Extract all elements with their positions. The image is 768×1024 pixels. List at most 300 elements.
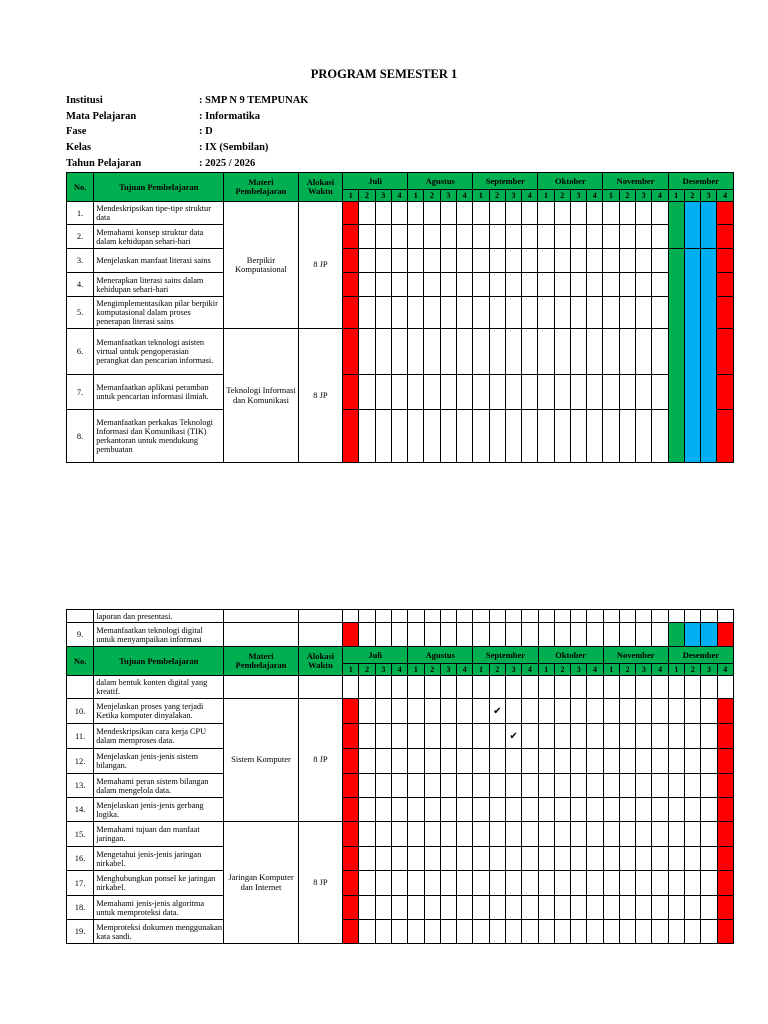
row-number: 19. bbox=[67, 920, 94, 944]
week-cell bbox=[619, 749, 635, 774]
header-week: 4 bbox=[717, 664, 733, 676]
week-cell bbox=[652, 410, 668, 463]
week-cell bbox=[457, 676, 473, 699]
week-cell bbox=[489, 774, 505, 798]
week-cell bbox=[685, 847, 701, 871]
week-cell bbox=[603, 847, 619, 871]
row-number: 6. bbox=[67, 329, 94, 375]
week-cell bbox=[587, 847, 603, 871]
week-cell bbox=[652, 273, 668, 297]
week-cell bbox=[652, 676, 668, 699]
week-cell bbox=[391, 202, 407, 225]
header-month: Agustus bbox=[408, 647, 473, 664]
week-cell bbox=[587, 749, 603, 774]
week-cell bbox=[424, 822, 440, 847]
week-cell bbox=[522, 920, 538, 944]
week-cell bbox=[343, 749, 359, 774]
header-week: 1 bbox=[538, 190, 554, 202]
header-week: 3 bbox=[375, 664, 391, 676]
week-cell bbox=[375, 610, 391, 623]
alokasi-cell: 8 JP bbox=[298, 202, 342, 329]
week-cell bbox=[408, 847, 424, 871]
alokasi-cell bbox=[298, 623, 342, 647]
week-cell bbox=[522, 297, 538, 329]
header-week: 4 bbox=[457, 664, 473, 676]
week-cell bbox=[717, 749, 733, 774]
materi-cell: Berpikir Komputasional bbox=[224, 202, 299, 329]
week-cell bbox=[391, 896, 407, 920]
week-cell bbox=[554, 822, 570, 847]
week-cell bbox=[668, 623, 684, 647]
info-row-mapel bbox=[66, 109, 308, 125]
week-cell bbox=[424, 623, 440, 647]
week-cell bbox=[717, 676, 733, 699]
week-cell bbox=[571, 676, 587, 699]
week-cell bbox=[570, 225, 586, 249]
week-cell bbox=[652, 822, 668, 847]
week-cell bbox=[668, 699, 684, 724]
week-cell bbox=[359, 297, 375, 329]
alokasi-cell: 8 JP bbox=[298, 822, 342, 944]
week-cell bbox=[375, 329, 391, 375]
row-number bbox=[67, 610, 94, 623]
week-cell bbox=[522, 699, 538, 724]
week-cell bbox=[456, 375, 472, 410]
week-cell bbox=[456, 202, 472, 225]
week-cell bbox=[668, 249, 684, 463]
tujuan-text: Mengetahui jenis-jenis jaringan nirkabel. bbox=[94, 847, 224, 871]
week-cell bbox=[587, 699, 603, 724]
week-cell bbox=[701, 920, 717, 944]
week-cell bbox=[505, 329, 521, 375]
header-month: Oktober bbox=[538, 647, 603, 664]
week-cell bbox=[456, 225, 472, 249]
week-cell bbox=[489, 375, 505, 410]
week-cell bbox=[473, 724, 489, 749]
week-cell bbox=[424, 297, 440, 329]
week-cell bbox=[685, 774, 701, 798]
week-cell bbox=[440, 871, 456, 896]
week-cell bbox=[571, 610, 587, 623]
week-cell bbox=[375, 699, 391, 724]
week-cell bbox=[603, 724, 619, 749]
week-cell bbox=[636, 920, 652, 944]
row-number: 15. bbox=[67, 822, 94, 847]
week-cell bbox=[408, 225, 424, 249]
week-cell bbox=[440, 896, 456, 920]
week-cell bbox=[473, 847, 489, 871]
tujuan-text: Mengimplementasikan pilar berpikir komputasional dalam proses penerapan literasi sains bbox=[94, 297, 224, 329]
week-cell bbox=[717, 724, 733, 749]
header-week: 4 bbox=[391, 190, 407, 202]
header-week: 3 bbox=[571, 664, 587, 676]
tujuan-text: Menerapkan literasi sains dalam kehidupan sehari-hari bbox=[94, 273, 224, 297]
week-cell bbox=[587, 329, 603, 375]
week-cell bbox=[554, 329, 570, 375]
header-week: 3 bbox=[440, 664, 456, 676]
week-cell bbox=[408, 297, 424, 329]
week-cell bbox=[571, 724, 587, 749]
week-cell bbox=[505, 297, 521, 329]
week-cell bbox=[424, 896, 440, 920]
tujuan-text: Menjelaskan proses yang terjadi Ketika komputer dinyalakan. bbox=[94, 699, 224, 724]
week-cell bbox=[587, 798, 603, 822]
week-cell bbox=[701, 676, 717, 699]
tujuan-text: Mendeskripsikan tipe-tipe struktur data bbox=[94, 202, 224, 225]
week-cell bbox=[587, 202, 603, 225]
header-week: 3 bbox=[375, 190, 391, 202]
header-week: 2 bbox=[619, 190, 635, 202]
week-cell bbox=[522, 749, 538, 774]
week-cell bbox=[538, 822, 554, 847]
week-cell bbox=[375, 920, 391, 944]
header-week: 2 bbox=[554, 190, 570, 202]
week-cell bbox=[554, 749, 570, 774]
week-cell bbox=[343, 225, 359, 249]
week-cell bbox=[570, 329, 586, 375]
week-cell bbox=[668, 822, 684, 847]
week-cell bbox=[652, 847, 668, 871]
week-cell bbox=[408, 774, 424, 798]
week-cell bbox=[701, 896, 717, 920]
week-cell bbox=[603, 749, 619, 774]
week-cell bbox=[375, 297, 391, 329]
week-cell bbox=[424, 273, 440, 297]
week-cell bbox=[701, 623, 717, 647]
tujuan-text: Menjelaskan manfaat literasi sains bbox=[94, 249, 224, 273]
row-number: 4. bbox=[67, 273, 94, 297]
week-cell bbox=[408, 249, 424, 273]
week-cell bbox=[635, 202, 651, 225]
week-cell bbox=[668, 202, 684, 249]
materi-cell: Jaringan Komputer dan Internet bbox=[224, 822, 299, 944]
header-week: 3 bbox=[635, 190, 651, 202]
header-week: 3 bbox=[505, 664, 521, 676]
week-cell bbox=[619, 623, 635, 647]
week-cell bbox=[473, 676, 489, 699]
week-cell bbox=[505, 699, 521, 724]
week-cell bbox=[473, 896, 489, 920]
week-cell bbox=[473, 774, 489, 798]
week-cell bbox=[587, 375, 603, 410]
week-cell bbox=[343, 699, 359, 724]
week-cell bbox=[391, 676, 407, 699]
week-cell bbox=[668, 920, 684, 944]
week-cell bbox=[343, 410, 359, 463]
week-cell bbox=[701, 610, 717, 623]
week-cell bbox=[717, 699, 733, 724]
header-week: 1 bbox=[408, 664, 424, 676]
week-cell bbox=[652, 202, 668, 225]
week-cell bbox=[668, 610, 684, 623]
week-cell bbox=[668, 798, 684, 822]
week-cell bbox=[635, 375, 651, 410]
week-cell bbox=[473, 920, 489, 944]
week-cell bbox=[538, 920, 554, 944]
week-cell bbox=[603, 798, 619, 822]
tujuan-text: Mendeskripsikan cara kerja CPU dalam memproses data. bbox=[94, 724, 224, 749]
week-cell bbox=[375, 225, 391, 249]
week-cell bbox=[375, 822, 391, 847]
week-cell bbox=[522, 375, 538, 410]
header-week: 4 bbox=[652, 664, 668, 676]
week-cell bbox=[457, 847, 473, 871]
week-cell bbox=[717, 329, 734, 375]
week-cell bbox=[554, 375, 570, 410]
week-cell bbox=[343, 623, 359, 647]
week-cell bbox=[391, 822, 407, 847]
week-cell bbox=[538, 329, 554, 375]
week-cell bbox=[473, 375, 489, 410]
week-cell bbox=[538, 699, 554, 724]
week-cell bbox=[652, 774, 668, 798]
week-cell bbox=[456, 249, 472, 273]
week-cell bbox=[473, 225, 489, 249]
week-cell bbox=[359, 225, 375, 249]
week-cell bbox=[619, 920, 635, 944]
week-cell bbox=[571, 798, 587, 822]
week-cell bbox=[343, 847, 359, 871]
week-cell bbox=[636, 871, 652, 896]
week-cell bbox=[619, 724, 635, 749]
week-cell bbox=[375, 623, 391, 647]
week-cell bbox=[473, 273, 489, 297]
week-cell bbox=[603, 623, 619, 647]
week-cell bbox=[440, 610, 456, 623]
header-week: 4 bbox=[652, 190, 668, 202]
week-cell bbox=[522, 610, 538, 623]
week-cell bbox=[636, 798, 652, 822]
header-week: 2 bbox=[424, 190, 440, 202]
week-cell bbox=[603, 610, 619, 623]
week-cell bbox=[522, 798, 538, 822]
week-cell bbox=[391, 774, 407, 798]
week-cell bbox=[619, 610, 635, 623]
week-cell bbox=[587, 774, 603, 798]
header-week: 1 bbox=[668, 190, 684, 202]
week-cell bbox=[652, 699, 668, 724]
week-cell bbox=[636, 749, 652, 774]
week-cell bbox=[717, 871, 733, 896]
week-cell bbox=[538, 724, 554, 749]
row-number: 9. bbox=[67, 623, 94, 647]
week-cell bbox=[440, 273, 456, 297]
week-cell bbox=[522, 202, 538, 225]
week-cell bbox=[587, 623, 603, 647]
materi-cell: Teknologi Informasi dan Komunikasi bbox=[224, 329, 299, 463]
tujuan-text: Memahami konsep struktur data dalam kehidupan sehari-hari bbox=[94, 225, 224, 249]
header-month: Oktober bbox=[538, 173, 603, 190]
week-cell bbox=[359, 202, 375, 225]
info-row-kelas bbox=[66, 140, 308, 156]
week-cell bbox=[619, 249, 635, 273]
week-cell bbox=[522, 329, 538, 375]
week-cell bbox=[538, 676, 554, 699]
week-cell bbox=[343, 896, 359, 920]
week-cell bbox=[375, 774, 391, 798]
header-materi: Materi Pembelajaran bbox=[224, 173, 299, 202]
row-number: 16. bbox=[67, 847, 94, 871]
week-cell bbox=[440, 249, 456, 273]
week-cell bbox=[538, 202, 554, 225]
week-cell bbox=[685, 610, 701, 623]
week-cell bbox=[652, 623, 668, 647]
week-cell bbox=[408, 724, 424, 749]
week-cell bbox=[440, 847, 456, 871]
info-value: : 2025 / 2026 bbox=[199, 157, 256, 169]
week-cell bbox=[685, 749, 701, 774]
week-cell bbox=[457, 896, 473, 920]
week-cell bbox=[636, 699, 652, 724]
week-cell bbox=[424, 798, 440, 822]
week-cell bbox=[457, 871, 473, 896]
week-cell bbox=[652, 798, 668, 822]
header-week: 4 bbox=[456, 190, 472, 202]
week-cell bbox=[587, 896, 603, 920]
info-label: Fase bbox=[66, 126, 87, 138]
week-cell bbox=[652, 297, 668, 329]
week-cell bbox=[440, 676, 456, 699]
week-cell bbox=[701, 847, 717, 871]
week-cell bbox=[538, 410, 554, 463]
week-cell bbox=[522, 896, 538, 920]
week-cell bbox=[343, 297, 359, 329]
header-week: 1 bbox=[343, 190, 359, 202]
week-cell bbox=[522, 724, 538, 749]
week-cell bbox=[391, 610, 407, 623]
week-cell bbox=[554, 774, 570, 798]
week-cell bbox=[408, 896, 424, 920]
week-cell bbox=[619, 273, 635, 297]
week-cell bbox=[408, 273, 424, 297]
week-cell bbox=[603, 273, 619, 297]
header-month: September bbox=[473, 173, 538, 190]
week-cell bbox=[685, 798, 701, 822]
header-materi: Materi Pembelajaran bbox=[224, 647, 299, 676]
week-cell bbox=[424, 699, 440, 724]
week-cell bbox=[619, 798, 635, 822]
week-cell bbox=[408, 623, 424, 647]
tujuan-text: Memanfaatkan teknologi asisten virtual untuk pengoperasian perangkat dan pencarian informasi. bbox=[94, 329, 224, 375]
header-week: 1 bbox=[668, 664, 684, 676]
week-cell bbox=[668, 871, 684, 896]
header-alokasi: Alokasi Waktu bbox=[298, 647, 342, 676]
week-cell bbox=[359, 847, 375, 871]
week-cell bbox=[505, 610, 521, 623]
week-cell bbox=[505, 225, 521, 249]
week-cell bbox=[587, 822, 603, 847]
header-no: No. bbox=[67, 647, 94, 676]
week-cell bbox=[391, 623, 407, 647]
week-cell bbox=[619, 410, 635, 463]
week-cell bbox=[489, 822, 505, 847]
week-cell bbox=[538, 610, 554, 623]
week-cell bbox=[408, 822, 424, 847]
week-cell bbox=[717, 375, 734, 410]
week-cell bbox=[619, 202, 635, 225]
week-cell bbox=[554, 225, 570, 249]
week-cell bbox=[375, 249, 391, 273]
week-cell bbox=[522, 847, 538, 871]
week-cell bbox=[359, 749, 375, 774]
week-cell bbox=[636, 822, 652, 847]
week-cell bbox=[685, 724, 701, 749]
week-cell bbox=[440, 774, 456, 798]
week-cell bbox=[505, 798, 521, 822]
header-month: November bbox=[603, 173, 668, 190]
week-cell bbox=[538, 273, 554, 297]
week-cell bbox=[554, 847, 570, 871]
info-label: Institusi bbox=[66, 95, 103, 106]
week-cell bbox=[685, 896, 701, 920]
week-cell bbox=[636, 847, 652, 871]
week-cell bbox=[343, 871, 359, 896]
week-cell bbox=[375, 202, 391, 225]
week-cell bbox=[522, 822, 538, 847]
week-cell bbox=[717, 610, 733, 623]
row-number: 2. bbox=[67, 225, 94, 249]
week-cell bbox=[538, 225, 554, 249]
week-cell bbox=[424, 871, 440, 896]
week-cell bbox=[359, 798, 375, 822]
week-cell bbox=[571, 623, 587, 647]
week-cell bbox=[473, 202, 489, 225]
week-cell bbox=[701, 724, 717, 749]
week-cell bbox=[636, 610, 652, 623]
header-week: 4 bbox=[391, 664, 407, 676]
week-cell bbox=[359, 623, 375, 647]
week-cell bbox=[505, 871, 521, 896]
header-month: November bbox=[603, 647, 668, 664]
week-cell bbox=[440, 225, 456, 249]
week-cell bbox=[424, 610, 440, 623]
row-number: 10. bbox=[67, 699, 94, 724]
semester-table-page-2 bbox=[66, 609, 734, 944]
tujuan-text: Memanfaatkan perkakas Teknologi Informasi dan Komunikasi (TIK) perkantoran untuk mendukung pembuatan bbox=[94, 410, 224, 463]
week-cell bbox=[473, 297, 489, 329]
header-no: No. bbox=[67, 173, 94, 202]
week-cell bbox=[522, 871, 538, 896]
week-cell bbox=[473, 699, 489, 724]
week-cell bbox=[343, 822, 359, 847]
week-cell bbox=[359, 774, 375, 798]
materi-cell bbox=[224, 676, 299, 699]
header-week: 2 bbox=[359, 190, 375, 202]
week-cell bbox=[440, 724, 456, 749]
alokasi-cell bbox=[298, 610, 342, 623]
week-cell bbox=[636, 623, 652, 647]
week-cell bbox=[359, 610, 375, 623]
week-cell bbox=[554, 249, 570, 273]
info-value: : IX (Sembilan) bbox=[199, 142, 269, 154]
week-cell bbox=[570, 273, 586, 297]
week-cell bbox=[505, 847, 521, 871]
week-cell bbox=[359, 822, 375, 847]
week-cell bbox=[635, 225, 651, 249]
week-cell bbox=[489, 847, 505, 871]
week-cell bbox=[652, 225, 668, 249]
tujuan-text: Memahami peran sistem bilangan dalam mengelola data. bbox=[94, 774, 224, 798]
week-cell bbox=[571, 749, 587, 774]
week-cell bbox=[685, 871, 701, 896]
week-cell bbox=[652, 249, 668, 273]
header-month: September bbox=[473, 647, 538, 664]
week-cell bbox=[505, 774, 521, 798]
week-cell bbox=[489, 896, 505, 920]
week-cell bbox=[522, 249, 538, 273]
week-cell bbox=[701, 871, 717, 896]
tujuan-text: Menghubungkan ponsel ke jaringan nirkabel. bbox=[94, 871, 224, 896]
